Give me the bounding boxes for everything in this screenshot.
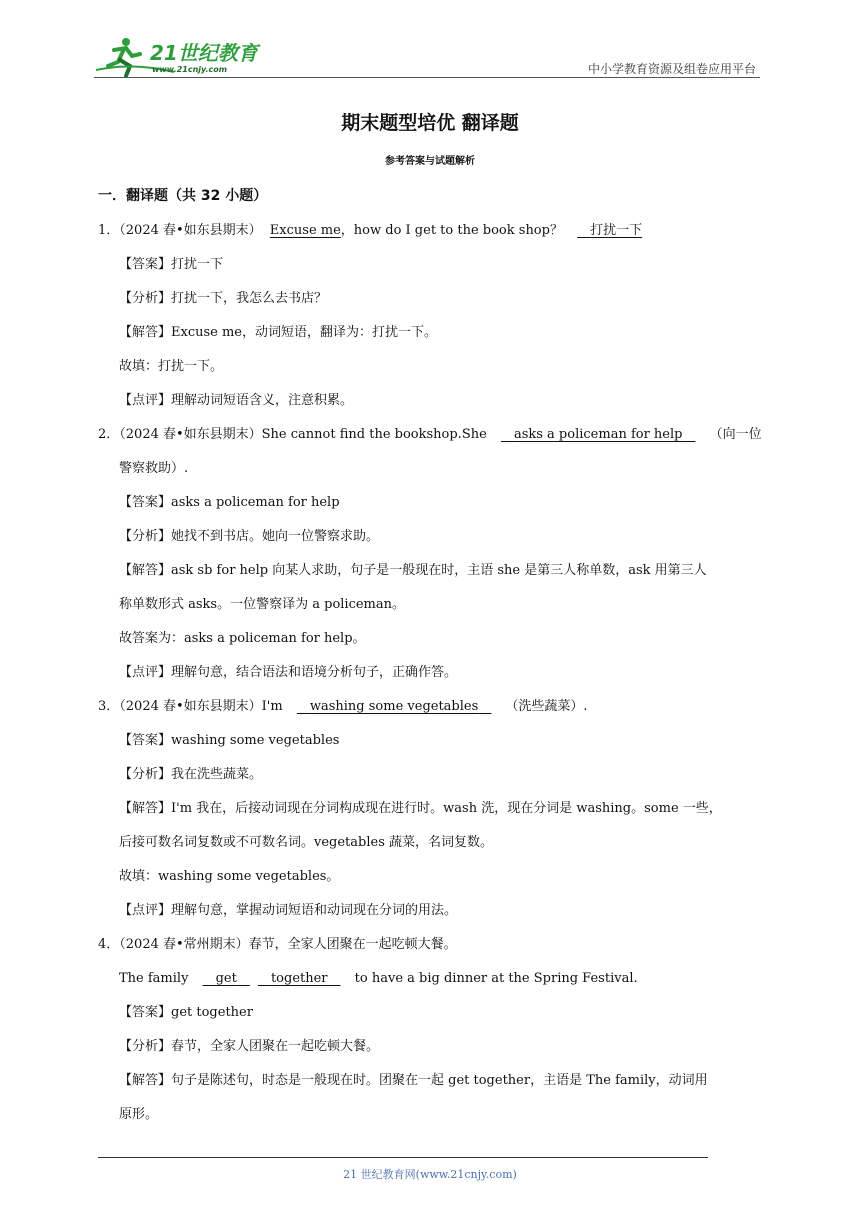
comment-line: 【点评】理解动词短语含义，注意积累。	[119, 393, 354, 408]
comment-line: 【点评】理解句意，掌握动词短语和动词现在分词的用法。	[119, 903, 458, 918]
question-1-stem	[98, 214, 764, 248]
question-text: The family	[119, 971, 189, 986]
question-text-continued: 警察救助）.	[119, 461, 189, 476]
logo-url: www.21cnjy.com	[152, 65, 228, 74]
fill-line: 故答案为：asks a policeman for help。	[119, 631, 366, 646]
header-divider	[94, 77, 760, 78]
comment-line: 【点评】理解句意，结合语法和语境分析句子，正确作答。	[119, 665, 458, 680]
logo	[94, 36, 264, 78]
solution-line: 称单数形式 asks。一位警察译为 a policeman。	[119, 597, 406, 612]
answer-line: 【答案】get together	[119, 1005, 253, 1020]
page-subtitle: 参考答案与试题解析	[385, 156, 475, 167]
section-heading: 一．翻译题（共 32 小题）	[98, 188, 268, 204]
analysis-line: 【分析】春节，全家人团聚在一起吃顿大餐。	[119, 1039, 380, 1054]
solution-line: 【解答】ask sb for help 向某人求助，句子是一般现在时，主语 she 是第三人称单数，ask 用第三人	[119, 563, 707, 578]
answer-blank: together	[270, 971, 328, 986]
answer-blank: Excuse me	[269, 223, 341, 238]
question-number: 2．（2024 春•如东县期末）She cannot find the bookshop.She	[98, 427, 487, 442]
logo-text: 21世纪教育	[150, 41, 258, 65]
solution-line: 【解答】I'm 我在，后接动词现在分词构成现在进行时。wash 洗，现在分词是 washing。some 一些，	[119, 801, 722, 816]
question-text: to have a big dinner at the Spring Festival.	[354, 971, 638, 986]
answer-line: 【答案】washing some vegetables	[119, 733, 340, 748]
answer-blank: asks a policeman for help	[513, 427, 683, 442]
page-header	[94, 36, 760, 78]
answer-line: 【答案】打扰一下	[119, 257, 224, 272]
analysis-line: 【分析】她找不到书店。她向一位警察求助。	[119, 529, 380, 544]
page-title: 期末题型培优 翻译题	[341, 112, 519, 134]
question-text: （洗些蔬菜）.	[505, 699, 588, 714]
question-3-stem	[98, 690, 764, 724]
solution-line: 原形。	[119, 1107, 159, 1122]
question-text: （向一位	[709, 427, 762, 442]
question-2-stem	[98, 418, 764, 452]
answer-blank: 打扰一下	[590, 223, 643, 238]
solution-line: 【解答】Excuse me，动词短语，翻译为：打扰一下。	[119, 325, 437, 340]
question-number: 3．（2024 春•如东县期末）I'm	[98, 699, 283, 714]
solution-line: 【解答】句子是陈述句，时态是一般现在时。团聚在一起 get together，主语是 The family，动词用	[119, 1073, 708, 1088]
question-4-stem: 4．（2024 春•常州期末）春节，全家人团聚在一起吃顿大餐。	[98, 937, 457, 952]
solution-line: 后接可数名词复数或不可数名词。vegetables 蔬菜，名词复数。	[119, 835, 494, 850]
analysis-line: 【分析】我在洗些蔬菜。	[119, 767, 263, 782]
fill-line: 故填：打扰一下。	[119, 359, 224, 374]
footer-link[interactable]: 21 世纪教育网(www.21cnjy.com)	[343, 1168, 517, 1181]
question-text: ，how do I get to the book shop？	[340, 223, 563, 238]
question-list	[98, 214, 764, 1132]
footer-divider	[98, 1157, 708, 1158]
analysis-line: 【分析】打扰一下，我怎么去书店？	[119, 291, 328, 306]
platform-name: 中小学教育资源及组卷应用平台	[587, 62, 756, 76]
question-number: 1．（2024 春•如东县期末）	[98, 223, 262, 238]
answer-blank: get	[215, 971, 237, 986]
question-4-sentence	[98, 962, 764, 996]
answer-line: 【答案】asks a policeman for help	[119, 495, 340, 510]
answer-blank: washing some vegetables	[309, 699, 479, 714]
fill-line: 故填：washing some vegetables。	[119, 869, 340, 884]
